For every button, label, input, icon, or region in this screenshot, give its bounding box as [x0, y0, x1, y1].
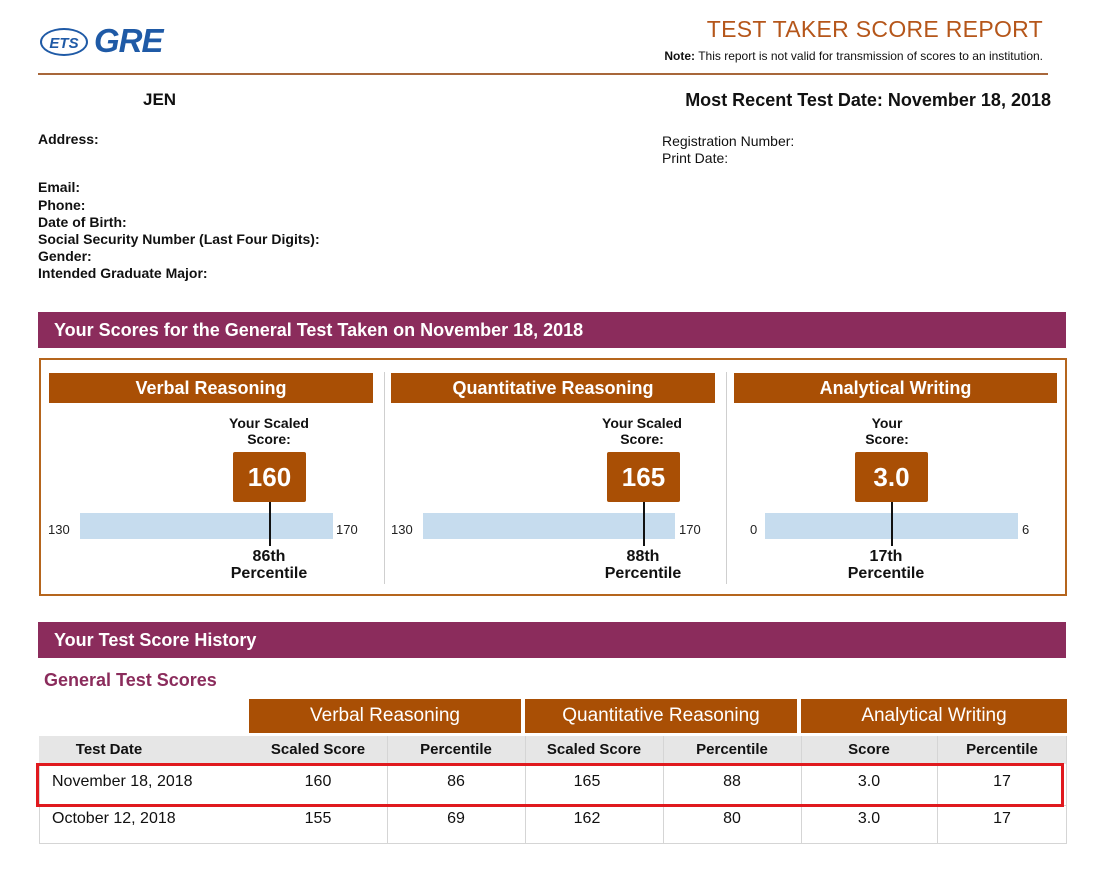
- ssn-label: Social Security Number (Last Four Digits):: [38, 231, 320, 247]
- quant-percentile-value: 88th: [626, 548, 660, 565]
- panel-divider: [384, 372, 385, 584]
- table-row-1-verbal-scaled: 160: [304, 773, 332, 790]
- history-group-writing: Analytical Writing: [801, 699, 1067, 733]
- col-verbal-percentile: Percentile: [420, 741, 492, 758]
- quant-score-label: [592, 415, 692, 447]
- table-row-1-date: November 18, 2018: [52, 773, 193, 790]
- verbal-percentile: [209, 548, 329, 582]
- col-writing-score: Score: [848, 741, 890, 758]
- quant-score-label-line1: Your Scaled: [602, 415, 682, 431]
- ets-logo-mark: ETS: [40, 28, 88, 56]
- writing-score-label-line1: Your: [871, 415, 903, 431]
- quant-score-label-line2: Score:: [620, 431, 664, 447]
- quant-percentile-label: Percentile: [604, 565, 682, 582]
- registration-number-label: Registration Number:: [662, 133, 795, 149]
- header-divider: [38, 73, 1048, 75]
- verbal-max: 170: [336, 522, 358, 537]
- table-row-1-writing-percentile: 17: [993, 773, 1011, 790]
- verbal-percentile-label: Percentile: [230, 565, 308, 582]
- quant-score-bar: [423, 513, 675, 539]
- verbal-score-box: 160: [233, 452, 306, 502]
- writing-min: 0: [750, 522, 758, 537]
- writing-score-marker: [891, 502, 893, 546]
- col-quant-scaled: Scaled Score: [546, 741, 642, 758]
- col-quant-percentile: Percentile: [696, 741, 768, 758]
- quant-percentile: [583, 548, 703, 582]
- history-group-quant: Quantitative Reasoning: [525, 699, 797, 733]
- verbal-score-marker: [269, 502, 271, 546]
- writing-section-header: Analytical Writing: [734, 373, 1057, 403]
- date-of-birth-label: Date of Birth:: [38, 214, 127, 230]
- gre-wordmark: GRE: [94, 22, 163, 59]
- table-row-1-verbal-percentile: 86: [447, 773, 465, 790]
- table-row-2-writing-score: 3.0: [857, 810, 881, 827]
- quant-max: 170: [679, 522, 701, 537]
- writing-score-label: [837, 415, 937, 447]
- ets-gre-logo: [40, 22, 180, 62]
- verbal-score-bar: [80, 513, 333, 539]
- table-row-2-quant-percentile: 80: [723, 810, 741, 827]
- quant-score-marker: [643, 502, 645, 546]
- writing-percentile-value: 17th: [869, 548, 903, 565]
- report-note: [664, 49, 1043, 63]
- table-row-2-verbal-scaled: 155: [304, 810, 332, 827]
- col-writing-percentile: Percentile: [966, 741, 1038, 758]
- table-row-2-quant-scaled: 162: [573, 810, 601, 827]
- table-row-1-quant-scaled: 165: [573, 773, 601, 790]
- table-row-2-verbal-percentile: 69: [447, 810, 465, 827]
- table-row-2-writing-percentile: 17: [993, 810, 1011, 827]
- col-test-date: Test Date: [75, 741, 143, 758]
- panel-divider: [726, 372, 727, 584]
- intended-major-label: Intended Graduate Major:: [38, 265, 208, 281]
- quant-score-box: 165: [607, 452, 680, 502]
- writing-max: 6: [1022, 522, 1030, 537]
- test-taker-name: JEN: [143, 90, 177, 109]
- history-banner: Your Test Score History: [38, 622, 1066, 658]
- quant-section-header: Quantitative Reasoning: [391, 373, 715, 403]
- verbal-score-label-line2: Score:: [247, 431, 291, 447]
- history-subtitle: General Test Scores: [44, 670, 217, 690]
- verbal-percentile-value: 86th: [252, 548, 286, 565]
- most-recent-test-date: Most Recent Test Date: November 18, 2018: [685, 90, 1051, 110]
- writing-percentile-label: Percentile: [847, 565, 925, 582]
- col-verbal-scaled: Scaled Score: [270, 741, 366, 758]
- email-label: Email:: [38, 179, 81, 195]
- gender-label: Gender:: [38, 248, 92, 264]
- report-title: TEST TAKER SCORE REPORT: [706, 16, 1043, 42]
- verbal-min: 130: [48, 522, 70, 537]
- verbal-score-label-line1: Your Scaled: [229, 415, 309, 431]
- table-row-1-quant-percentile: 88: [723, 773, 741, 790]
- note-label: Note:: [664, 49, 696, 63]
- verbal-section-header: Verbal Reasoning: [49, 373, 373, 403]
- table-row-2-date: October 12, 2018: [52, 810, 176, 827]
- table-border: [39, 843, 1066, 844]
- writing-score-label-line2: Score:: [865, 431, 909, 447]
- note-text: This report is not valid for transmission of scores to an institution.: [698, 49, 1043, 63]
- table-row-1-writing-score: 3.0: [857, 773, 881, 790]
- writing-percentile: [826, 548, 946, 582]
- history-group-verbal: Verbal Reasoning: [249, 699, 521, 733]
- phone-label: Phone:: [38, 197, 86, 213]
- scores-banner: Your Scores for the General Test Taken on November 18, 2018: [38, 312, 1066, 348]
- address-label: Address:: [38, 131, 99, 147]
- verbal-score-label: [219, 415, 319, 447]
- quant-min: 130: [391, 522, 413, 537]
- writing-score-box: 3.0: [855, 452, 928, 502]
- most-recent-row-highlight: [36, 763, 1064, 807]
- print-date-label: Print Date:: [662, 150, 729, 166]
